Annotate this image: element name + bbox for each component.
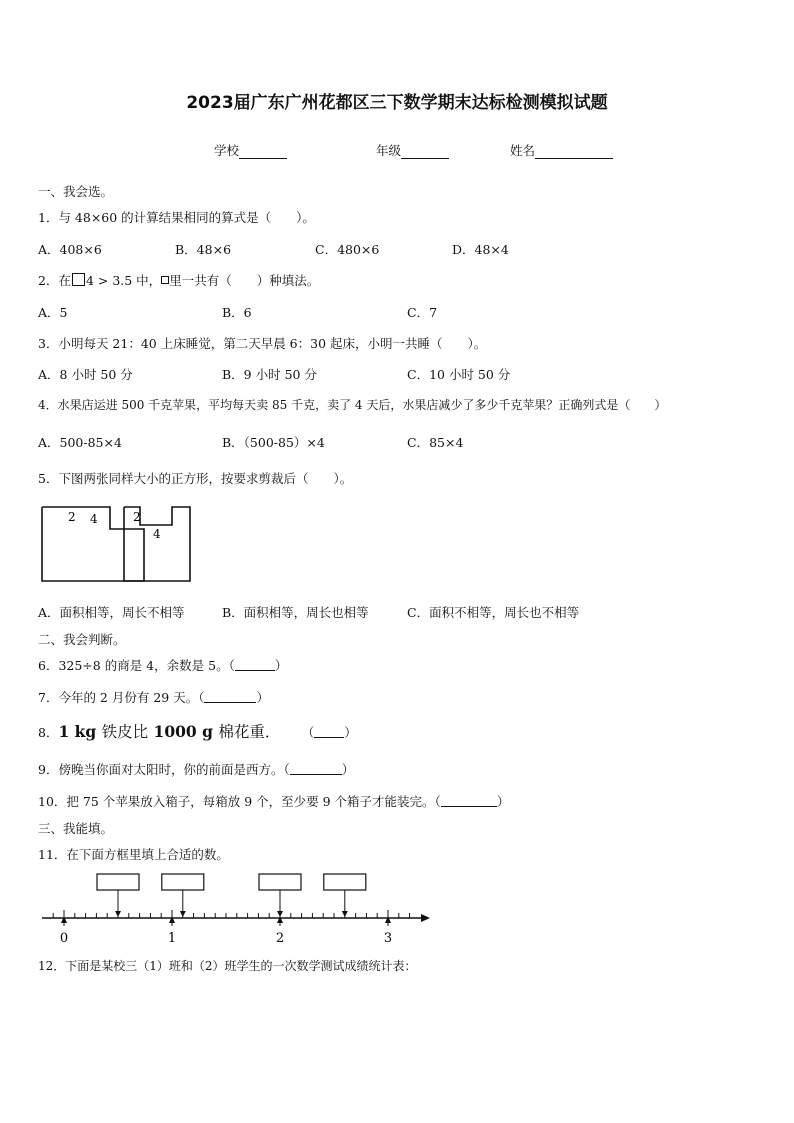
- tick-arrow-icon: [61, 916, 67, 923]
- cut-square-2: [124, 507, 190, 581]
- q10-line: [38, 792, 509, 810]
- number-line-figure: [38, 868, 438, 948]
- page-title: 2023届广东广州花都区三下数学期末达标检测模拟试题: [186, 93, 608, 113]
- q8-line: [38, 720, 357, 742]
- q6-stem: 6．325÷8 的商是 4，余数是 5。（: [38, 658, 235, 673]
- q6-answer-blank[interactable]: [235, 658, 275, 671]
- q9-stem: 9．傍晚当你面对太阳时，你的前面是西方。（: [38, 762, 290, 777]
- q3-stem: 3．小明每天 21：40 上床睡觉，第二天早晨 6：30 起床，小明一共睡（ ）。: [38, 336, 487, 351]
- q10-answer-blank[interactable]: [441, 794, 497, 807]
- q3-option-b[interactable]: B．9 小时 50 分: [222, 367, 317, 382]
- pointer-arrow-icon: [277, 911, 283, 917]
- fig2-label-b: 4: [153, 527, 161, 541]
- school-blank[interactable]: [239, 145, 287, 159]
- q7-answer-blank[interactable]: [204, 690, 256, 703]
- fig2-label-a: 2: [133, 510, 141, 524]
- q10-end: ）: [496, 794, 510, 809]
- q8-answer-blank[interactable]: [314, 724, 344, 738]
- answer-box-3[interactable]: [259, 874, 301, 890]
- q2-stem-mid: 4 > 3.5 中，: [85, 273, 162, 288]
- tick-arrow-icon: [385, 916, 391, 923]
- school-label: 学校: [214, 143, 240, 158]
- q11-stem: 11．在下面方框里填上合适的数。: [38, 847, 229, 862]
- q8-part-2: 铁皮比: [101, 723, 149, 741]
- answer-box-1[interactable]: [97, 874, 139, 890]
- q1-option-c[interactable]: C．480×6: [315, 242, 380, 257]
- axis-arrow-icon: [421, 914, 430, 922]
- small-square-icon: [161, 276, 169, 284]
- q8-paren-close: ）: [344, 725, 357, 740]
- q1-option-b[interactable]: B．48×6: [175, 242, 232, 257]
- name-blank[interactable]: [535, 145, 613, 159]
- q6-end: ）: [274, 658, 288, 673]
- q5-option-a[interactable]: A．面积相等，周长不相等: [38, 605, 185, 620]
- q10-stem: 10．把 75 个苹果放入箱子，每箱放 9 个，至少要 9 个箱子才能装完。（: [38, 794, 441, 809]
- q7-line: [38, 688, 269, 706]
- q5-option-c[interactable]: C．面积不相等，周长也不相等: [407, 605, 580, 620]
- section-3-heading: 三、我能填。: [38, 821, 114, 836]
- q2-stem-post: 里一共有（ ）种填法。: [169, 273, 320, 288]
- q12-stem: 12．下面是某校三（1）班和（2）班学生的一次数学测试成绩统计表：: [38, 959, 417, 973]
- q6-line: [38, 656, 287, 674]
- q2-stem-pre: 2．在: [38, 273, 71, 288]
- q7-end: ）: [256, 690, 269, 705]
- q3-option-a[interactable]: A．8 小时 50 分: [38, 367, 133, 382]
- q7-stem: 7．今年的 2 月份有 29 天。（: [38, 690, 205, 705]
- q5-option-b[interactable]: B．面积相等，周长也相等: [222, 605, 369, 620]
- grade-blank[interactable]: [401, 145, 449, 159]
- q1-stem: 1．与 48×60 的计算结果相同的算式是（ ）。: [38, 210, 315, 225]
- answer-box-2[interactable]: [162, 874, 204, 890]
- q2-option-a[interactable]: A．5: [38, 305, 68, 320]
- fig1-label-a: 2: [68, 510, 76, 524]
- q1-option-a[interactable]: A．408×6: [38, 242, 102, 257]
- q1-option-d[interactable]: D．48×4: [452, 242, 509, 257]
- q5-figure: [38, 503, 198, 585]
- tick-label: 3: [383, 931, 393, 946]
- section-1-heading: 一、我会选。: [38, 184, 114, 199]
- pointer-arrow-icon: [180, 911, 186, 917]
- fig1-label-b: 4: [90, 512, 98, 526]
- q5-stem: 5．下图两张同样大小的正方形，按要求剪裁后（ ）。: [38, 471, 353, 486]
- tick-label: 2: [275, 931, 285, 946]
- tick-arrow-icon: [277, 916, 283, 923]
- q9-answer-blank[interactable]: [290, 762, 342, 775]
- q3-option-c[interactable]: C．10 小时 50 分: [407, 367, 511, 382]
- blank-square-icon: [72, 273, 85, 286]
- q8-paren-open: （: [301, 725, 315, 740]
- q2-option-c[interactable]: C．7: [407, 305, 438, 320]
- tick-arrow-icon: [169, 916, 175, 923]
- name-label: 姓名: [510, 143, 536, 158]
- section-2-heading: 二、我会判断。: [38, 632, 126, 647]
- pointer-arrow-icon: [115, 911, 121, 917]
- q4-stem: 4．水果店运进 500 千克苹果，平均每天卖 85 千克，卖了 4 天后，水果店减少了多少千克苹果？正确列式是（ ）: [38, 398, 667, 412]
- q2-option-b[interactable]: B．6: [222, 305, 252, 320]
- school-field: [214, 141, 287, 159]
- grade-field: [376, 141, 449, 159]
- q4-option-c[interactable]: C．85×4: [407, 435, 464, 450]
- q8-part-3: 1000 g: [153, 722, 213, 741]
- tick-label: 0: [59, 931, 69, 946]
- tick-label: 1: [167, 931, 177, 946]
- cut-square-1: [42, 507, 144, 581]
- q9-line: [38, 760, 354, 778]
- pointer-arrow-icon: [342, 911, 348, 917]
- answer-box-4[interactable]: [324, 874, 366, 890]
- q4-option-b[interactable]: B．（500-85）×4: [222, 435, 325, 450]
- q4-option-a[interactable]: A．500-85×4: [38, 435, 122, 450]
- grade-label: 年级: [376, 143, 402, 158]
- name-field: [510, 141, 613, 159]
- q8-number: 8．: [38, 725, 59, 740]
- q8-part-1: 1 kg: [58, 722, 97, 741]
- q8-part-4: 棉花重．: [218, 723, 281, 741]
- q9-end: ）: [341, 762, 355, 777]
- q2-stem: [38, 271, 319, 289]
